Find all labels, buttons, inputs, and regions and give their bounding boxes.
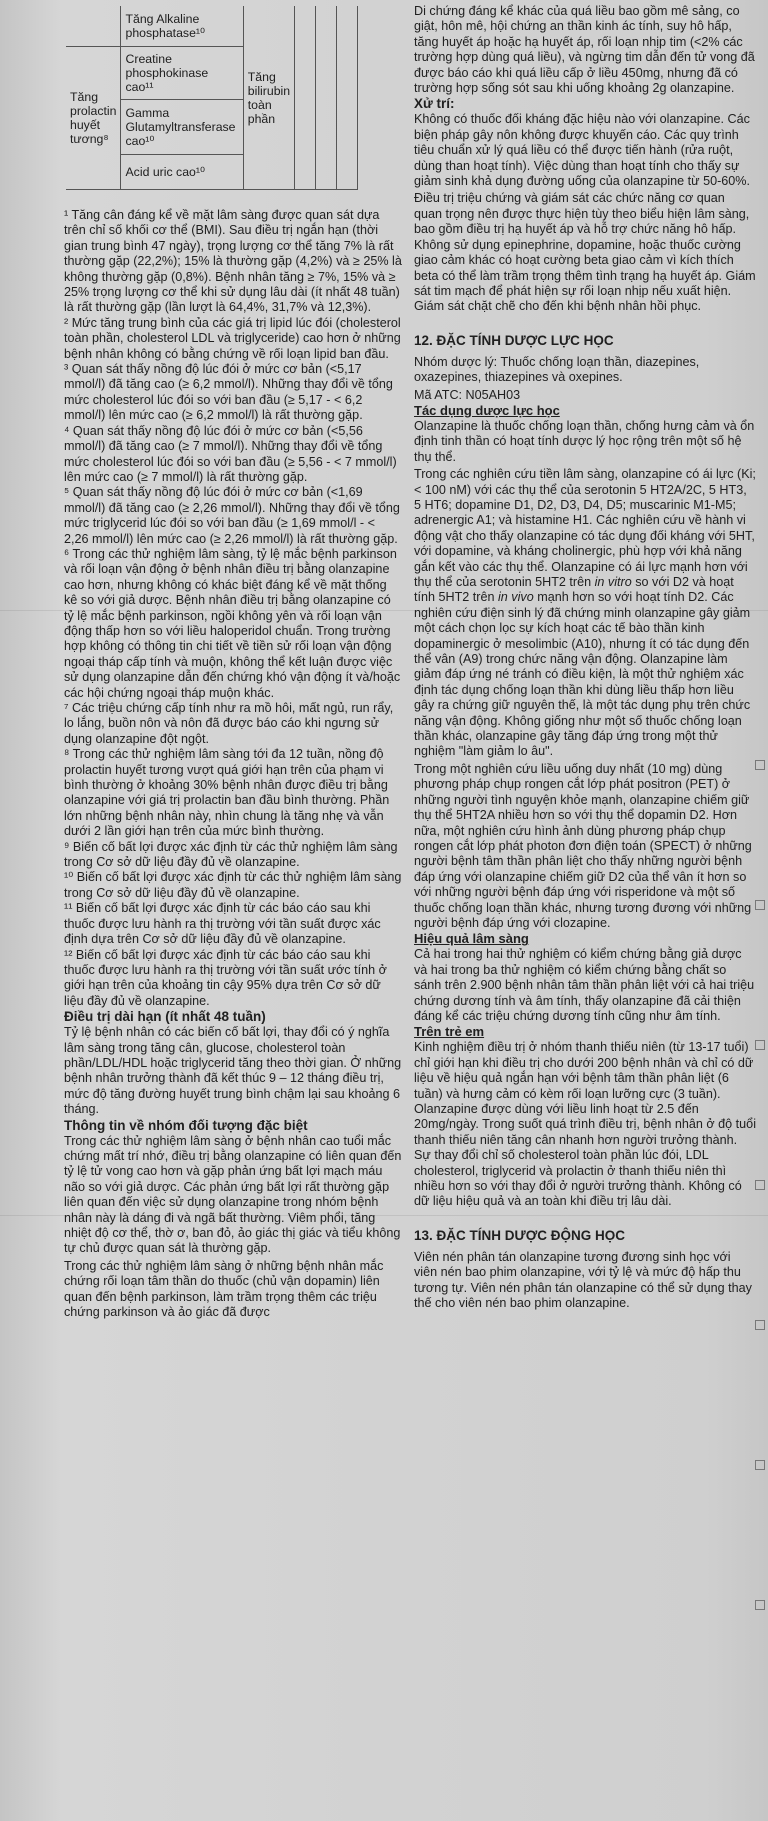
footnote-11: ¹¹ Biến cố bất lợi được xác định từ các báo cáo sau khi thuốc được lưu hành ra thị trường với tần suất được xác định dựa trên Cơ sở dữ liệu đầy đủ về olanzapine. xyxy=(64,901,381,947)
special-groups-text-1: Trong các thử nghiệm lâm sàng ở bệnh nhân cao tuổi mắc chứng mất trí nhớ, điều trị bằng olanzapine có liên quan đến tỷ lệ tử vong cao hơn và gặp phản ứng bất lợi mạch máu não so với giả dược. Các phản ứng bất lợi rất thường gặp liên quan đến việc sử dụng olanzapine trong nhóm bệnh nhân này là dáng đi và ngã bất thường. Viêm phổi, tăng nhiệt độ cơ thể, thờ ơ, ban đỏ, ảo giác thị giác và tiểu không tự chủ được quan sát là thường gặp. xyxy=(64,1133,402,1256)
long-term-text: Tỷ lệ bệnh nhân có các biến cố bất lợi, thay đổi có ý nghĩa lâm sàng trong tăng cân, glucose, cholesterol toàn phần/LDL/HDL hoặc triglycerid tăng theo thời gian. Ở những bệnh nhân trưởng thành đã kết thúc 9 – 12 tháng điều trị, mức độ tăng đường huyết trung bình chậm lại sau khoảng 6 tháng. xyxy=(64,1025,402,1117)
text-run: Trong các nghiên cứu tiền lâm sàng, olanzapine có ái lực (Ki; < 100 nM) với các thụ thể của serotonin 5 HT2A/2C, 5 HT3, 5 HT6; dopamine D1, D2, D3, D4, D5; muscarinic M1-M5; adrenergic A1; và histamine H1. Các nghiên cứu về hành vi động vật cho thấy olanzapine có tác dụng đối kháng với 5HT, với dopamine, và kháng cholinergic, phù hợp với khả năng gắn kết vào các thụ thể. Olanzapine có ái lực mạnh hơn với thụ thể của serotonin 5HT2 trên xyxy=(414,467,756,589)
footnote-3: ³ Quan sát thấy nồng độ lúc đói ở mức cơ bản (<5,17 mmol/l) đã tăng cao (≥ 6,2 mmol/l). Những thay đổi về tổng mức cholesterol lúc đói so với ban đầu (≥ 5,17 - < 6,2 mmol/l) lên mức cao (≥ 6,2 mmol/l) là rất thường gặp. xyxy=(64,362,393,423)
pharmacodynamics-heading: 12. ĐẶC TÍNH DƯỢC LỰC HỌC xyxy=(414,332,614,348)
right-column xyxy=(414,4,756,1311)
special-groups-text-2: Trong các thử nghiệm lâm sàng ở những bệnh nhân mắc chứng rối loạn tâm thần do thuốc (chủ vận dopamin) liên quan đến bệnh parkinson, làm trầm trọng thêm các triệu chứng parkinson và ảo giác đã được xyxy=(64,1258,384,1320)
adverse-reaction-table xyxy=(66,6,358,190)
footnote-7: ⁷ Các triệu chứng cấp tính như ra mồ hôi, mất ngủ, run rẩy, lo lắng, buồn nôn và nôn đã được báo cáo khi ngưng sử dụng olanzapine đột ngột. xyxy=(64,701,394,746)
atc-code: Mã ATC: N05AH03 xyxy=(414,387,521,402)
footnote-1: ¹ Tăng cân đáng kể về mặt lâm sàng được quan sát dựa trên chỉ số khối cơ thể (BMI). Sau điều trị ngắn hạn (thời gian trung bình 47 ngày), trọng lượng cơ thể tăng 7% là rất thường gặp (22,2%); 15% là thường gặp (4,2%) và ≥ 25% là không thường gặp (0,8%). Bệnh nhân tăng ≥ 7%, 15% và ≥ 25% trọng lượng cơ thể khi sử dụng lâu dài (ít nhất 48 tuần) là rất thường gặp (lần lượt là 64,4%, 31,7% và 12,3%). xyxy=(64,208,402,315)
footnote-2: ² Mức tăng trung bình của các giá trị lipid lúc đói (cholesterol toàn phần, cholesterol LDL và triglyceride) cao hơn ở những bệnh nhân không có bằng chứng về rối loạn lipid ban đầu. xyxy=(64,315,401,361)
mechanism-heading: Tác dụng dược lực học xyxy=(414,402,560,418)
footnote-10: ¹⁰ Biến cố bất lợi được xác định từ các thử nghiệm lâm sàng trong Cơ sở dữ liệu đầy đủ về olanzapine. xyxy=(64,870,402,900)
edge-mark xyxy=(755,760,765,770)
pediatric-text: Kinh nghiệm điều trị ở nhóm thanh thiếu niên (từ 13-17 tuổi) chỉ giới hạn khi điều trị cho dưới 200 bệnh nhân và chỉ có dữ liệu về hiệu quả ngắn hạn với bệnh tâm thần phân liệt (6 tuần) và hưng cảm có kèm rối loạn lưỡng cực (3 tuần). Olanzapine được dùng với liều linh hoạt từ 2.5 đến 20mg/ngày. Trong suốt quá trình điều trị, bệnh nhân ở độ tuổi thanh thiếu niên tăng cân nhanh hơn người trưởng thành. Sự thay đổi chỉ số cholesterol toàn phần lúc đói, LDL cholesterol, triglycerid và prolactin ở thanh thiếu niên thì nhiều hơn so với thay đổi ở người trưởng thành. Không có dữ liệu hiệu quả và an toàn khi điều trị lâu dài. xyxy=(414,1040,756,1209)
in-vivo-italic: in vivo xyxy=(498,590,534,605)
footnote-5: ⁵ Quan sát thấy nồng độ lúc đói ở mức cơ bản (<1,69 mmol/l) đã tăng cao (≥ 2,26 mmol/l). Những thay đổi về tổng mức triglycerid lúc đói so với ban đầu (≥ 1,69 mmol/l - < 2,26 mmol/l) lên mức cao (≥ 2,26 mmol/l) là rất thường gặp. xyxy=(64,485,400,546)
overdose-management-heading: Xử trí: xyxy=(414,96,455,112)
overdose-management-text-2: Điều trị triệu chứng và giám sát các chức năng cơ quan quan trọng nên được thực hiện tùy theo biểu hiện lâm sàng, bao gồm điều trị hạ huyết áp và hỗ trợ chức năng hô hấp. Không sử dụng epinephrine, dopamine, hoặc thuốc cường giao cảm khác có hoạt cường beta giao cảm vì kích thích beta có thể làm trầm trọng thêm tình trạng hạ huyết áp. Giám sát tim mạch để phát hiện sự rối loạn nhịp nếu xuất hiện. Giám sát chặt chẽ cho đến khi bệnh nhân hồi phục. xyxy=(414,191,756,314)
text-run: mạnh hơn so với hoạt tính D2. Các nghiên cứu điện sinh lý đã chứng minh olanzapine gây giảm một cách chọn lọc sự kích hoạt các tế bào thần kinh dopaminergic ở mesolimbic (A10), nhưng ít có tác dụng đến thể vân (A9) trong chức năng vận động. Olanzapine làm giảm đáp ứng né tránh có điều kiện, là một thử nghiệm xác định tác dụng chống loạn thần khi dùng liều thấp hơn liều gây ra chứng giữ nguyên thế, là một tác dụng phụ trên chức năng vận động. Không giống như một số thuốc chống loạn thần khác, olanzapine gây tăng đáp ứng trong một thử nghiệm "làm giảm lo âu". xyxy=(414,590,751,759)
mechanism-text-2 xyxy=(414,467,756,760)
footnote-6: ⁶ Trong các thử nghiệm lâm sàng, tỷ lệ mắc bệnh parkinson và rối loạn vận động ở bệnh nhân điều trị bằng olanzapine cao hơn, nhưng không có khác biệt đáng kể về mặt thống kê so với giả dược. Bệnh nhân điều trị bằng olanzapine có tỷ lệ mắc bệnh parkinson, ngồi không yên và rối loạn vận động thấp hơn so với liều haloperidol chuẩn. Trong trường hợp không có thông tin chi tiết về tiền sử rối loạn vận động ngoại tháp cấp tính và muộn, không thể kết luận được việc sử dụng olanzapine dẫn đến chứng khó vận động ít và/hoặc các hội chứng ngoại tháp muộn khác. xyxy=(64,546,401,700)
left-column xyxy=(64,6,402,1320)
pediatric-heading: Trên trẻ em xyxy=(414,1024,485,1040)
edge-mark xyxy=(755,1600,765,1610)
special-groups-heading: Thông tin về nhóm đối tượng đặc biệt xyxy=(64,1117,308,1133)
mechanism-text-1: Olanzapine là thuốc chống loạn thần, chống hưng cảm và ổn định tinh thần có hoạt tính dược lý học rộng trên một số hệ thụ thể. xyxy=(414,418,755,464)
footnote-4: ⁴ Quan sát thấy nồng độ lúc đói ở mức cơ bản (<5,56 mmol/l) đã tăng cao (≥ 7 mmol/l). Những thay đổi về tổng mức cholesterol lúc đói so với ban đầu (≥ 5,56 - < 7 mmol/l) lên mức cao (≥ 7 mmol/l) là rất thường gặp. xyxy=(64,423,397,484)
footnote-8: ⁸ Trong các thử nghiệm lâm sàng tới đa 12 tuần, nồng độ prolactin huyết tương vượt quá giới hạn trên của phạm vi bình thường ở khoảng 30% bệnh nhân được điều trị bằng olanzapine với giá trị prolactin ban đầu bình thường. Phần lớn những bệnh nhân này, nhìn chung là tăng nhẹ và vẫn dưới 2 lần giới hạn trên của mức bình thường. xyxy=(64,747,390,839)
mechanism-text-3: Trong một nghiên cứu liều uống duy nhất (10 mg) dùng phương pháp chụp rongen cắt lớp phát positron (PET) ở những người tình nguyện khỏe mạnh, olanzapine chiếm giữ thụ thể 5HT2A nhiều hơn so với thụ thể dopamin D2. Hơn nữa, một nghiên cứu hình ảnh dùng phương pháp chụp rongen cắt lớp phát photon đơn điện toán (SPECT) ở những người bệnh tâm thần phân liệt cho thấy những người bệnh đáp ứng với olanzapine chiếm giữ D2 của thể vân ít hơn so với những người bệnh đáp ứng với risperidone và một số thuốc chống loạn thần khác, nhưng tương đương với những người bệnh đáp ứng với clozapine. xyxy=(414,761,752,930)
overdose-continued: Di chứng đáng kể khác của quá liều bao gồm mê sảng, co giật, hôn mê, hội chứng an thần kinh ác tính, suy hô hấp, tăng huyết áp hoặc hạ huyết áp, rối loạn nhịp tim (<2% các trường hợp dùng quá liều), và ngừng tim dẫn đến tử vong đã được báo cáo khi quá liều cấp ở liều 450mg, nhưng đã có trường hợp sống sót sau khi uống khoảng 2g olanzapine. xyxy=(414,4,755,96)
efficacy-text: Cả hai trong hai thử nghiệm có kiểm chứng bằng giả dược và hai trong ba thử nghiệm có kiểm chứng bằng chất so sánh trên 2.900 bệnh nhân tâm thần phân liệt với cả hai triệu chứng dương tính và âm tính, thấy olanzapine đã cải thiện đáng kể các triệu chứng dương tính cũng như âm tính. xyxy=(414,947,755,1023)
pharmacological-group: Nhóm dược lý: Thuốc chống loạn thần, diazepines, oxazepines, thiazepines và oxepines. xyxy=(414,354,700,385)
table-cell: Acid uric cao¹⁰ xyxy=(121,155,243,190)
pharmacokinetics-heading: 13. ĐẶC TÍNH DƯỢC ĐỘNG HỌC xyxy=(414,1227,625,1243)
footnote-12: ¹² Biến cố bất lợi được xác định từ các báo cáo sau khi thuốc được lưu hành ra thị trường với tần suất ước tính ở giới hạn trên của khoảng tin cậy 95% dựa trên Cơ sở dữ liệu đầy đủ về olanzapine. xyxy=(64,947,387,1008)
long-term-heading: Điều trị dài hạn (ít nhất 48 tuần) xyxy=(64,1009,266,1025)
edge-mark xyxy=(755,1040,765,1050)
in-vitro-italic: in vitro xyxy=(594,575,632,589)
table-cell: Gamma Glutamyltransferase cao¹⁰ xyxy=(121,100,243,155)
overdose-management-text-1: Không có thuốc đối kháng đặc hiệu nào với olanzapine. Các biện pháp gây nôn không được khuyến cáo. Các quy trình tiêu chuẩn xử lý quá liều có thể được tiến hành (rửa ruột, dùng than hoạt tính). Việc dùng than hoạt tính cho thấy sự giảm sinh khả dụng đường uống của olanzapine từ 50-60%. xyxy=(414,112,750,189)
edge-mark xyxy=(755,1460,765,1470)
efficacy-heading: Hiệu quả lâm sàng xyxy=(414,931,529,947)
edge-mark xyxy=(755,1180,765,1190)
text-run: so với D2 và hoạt tính 5HT2 trên xyxy=(414,575,734,605)
pharmacokinetics-text: Viên nén phân tán olanzapine tương đương sinh học với viên nén bao phim olanzapine, với tỷ lệ và mức độ hấp thu tương tự. Viên nén phân tán olanzapine có thể sử dụng thay thế cho viên nén bao phim olanzapine. xyxy=(414,1249,752,1311)
edge-mark xyxy=(755,1320,765,1330)
footnote-9: ⁹ Biến cố bất lợi được xác định từ các thử nghiệm lâm sàng trong Cơ sở dữ liệu đầy đủ về olanzapine. xyxy=(64,839,398,870)
edge-mark xyxy=(755,900,765,910)
table-cell: Tăng bilirubin toàn phần xyxy=(243,6,294,190)
table-cell: Tăng Alkaline phosphatase¹⁰ xyxy=(121,6,243,47)
table-row-label: Tăng prolactin huyết tương⁸ xyxy=(66,47,121,190)
table-cell: Creatine phosphokinase cao¹¹ xyxy=(121,47,243,100)
